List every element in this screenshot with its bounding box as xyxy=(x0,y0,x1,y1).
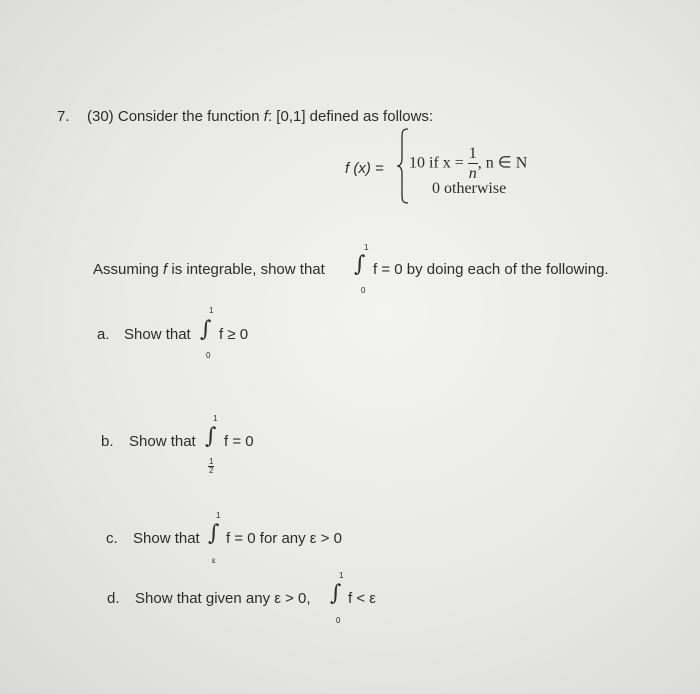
question-intro-tail: defined as follows: xyxy=(309,108,434,125)
part-b-text: Show that xyxy=(129,433,196,450)
assumption-line xyxy=(93,261,325,278)
integral-sign-icon: ∫ xyxy=(200,317,212,342)
question-statement xyxy=(87,108,433,125)
part-d-label: d. xyxy=(107,590,120,607)
part-a-lower-limit: 0 xyxy=(206,351,211,360)
part-c-upper-limit: 1 xyxy=(216,511,221,520)
curly-brace-icon xyxy=(396,128,410,204)
part-c-lower-limit: ε xyxy=(212,556,216,565)
case1-suffix: , n ∈ N xyxy=(477,154,528,172)
part-a-integrand: f ≥ 0 xyxy=(219,326,249,343)
part-a-text: Show that xyxy=(124,326,191,343)
part-c-label: c. xyxy=(106,530,118,547)
integral-sign-icon: ∫ xyxy=(205,424,217,449)
case1-frac-num: 1 xyxy=(468,145,477,162)
question-domain: : [0,1] xyxy=(267,108,306,125)
part-d-integrand: f < ε xyxy=(348,590,376,607)
assumption-func: f xyxy=(163,261,168,278)
part-b-lower-den: 2 xyxy=(209,466,214,475)
assumption-lower-limit: 0 xyxy=(361,286,366,295)
part-d-lower-limit: 0 xyxy=(336,616,341,625)
assumption-upper-limit: 1 xyxy=(364,243,369,252)
part-c-integrand: f = 0 for any ε > 0 xyxy=(226,530,342,547)
part-d-upper-limit: 1 xyxy=(339,571,344,580)
question-number: 7. xyxy=(57,108,70,125)
integral-sign-icon: ∫ xyxy=(330,581,342,606)
integral-sign-icon: ∫ xyxy=(354,252,366,277)
part-a-label: a. xyxy=(97,326,110,343)
part-b-label: b. xyxy=(101,433,114,450)
integral-sign-icon: ∫ xyxy=(208,521,220,546)
case1-prefix: 10 if x = xyxy=(409,154,464,172)
part-c-text: Show that xyxy=(133,530,200,547)
question-points: (30) xyxy=(87,108,114,125)
question-func-name: f xyxy=(263,108,268,125)
assumption-integrand: f = 0 by doing each of the following. xyxy=(373,261,609,278)
assumption-prefix: Assuming xyxy=(93,261,159,278)
part-a-upper-limit: 1 xyxy=(209,306,214,315)
case1-fraction xyxy=(468,146,478,182)
definition-case-2: 0 otherwise xyxy=(432,180,507,197)
assumption-middle: is integrable, show that xyxy=(171,261,325,278)
case1-frac-den: n xyxy=(468,165,477,182)
part-b-lower-limit xyxy=(208,458,214,475)
question-intro: Consider the function xyxy=(117,108,260,125)
definition-lhs: f (x) = xyxy=(345,160,384,177)
part-d-text: Show that given any ε > 0, xyxy=(135,590,311,607)
part-b-integrand: f = 0 xyxy=(224,433,254,450)
part-b-lower-num: 1 xyxy=(209,457,214,466)
part-b-upper-limit: 1 xyxy=(213,414,218,423)
definition-case-1 xyxy=(409,146,527,182)
